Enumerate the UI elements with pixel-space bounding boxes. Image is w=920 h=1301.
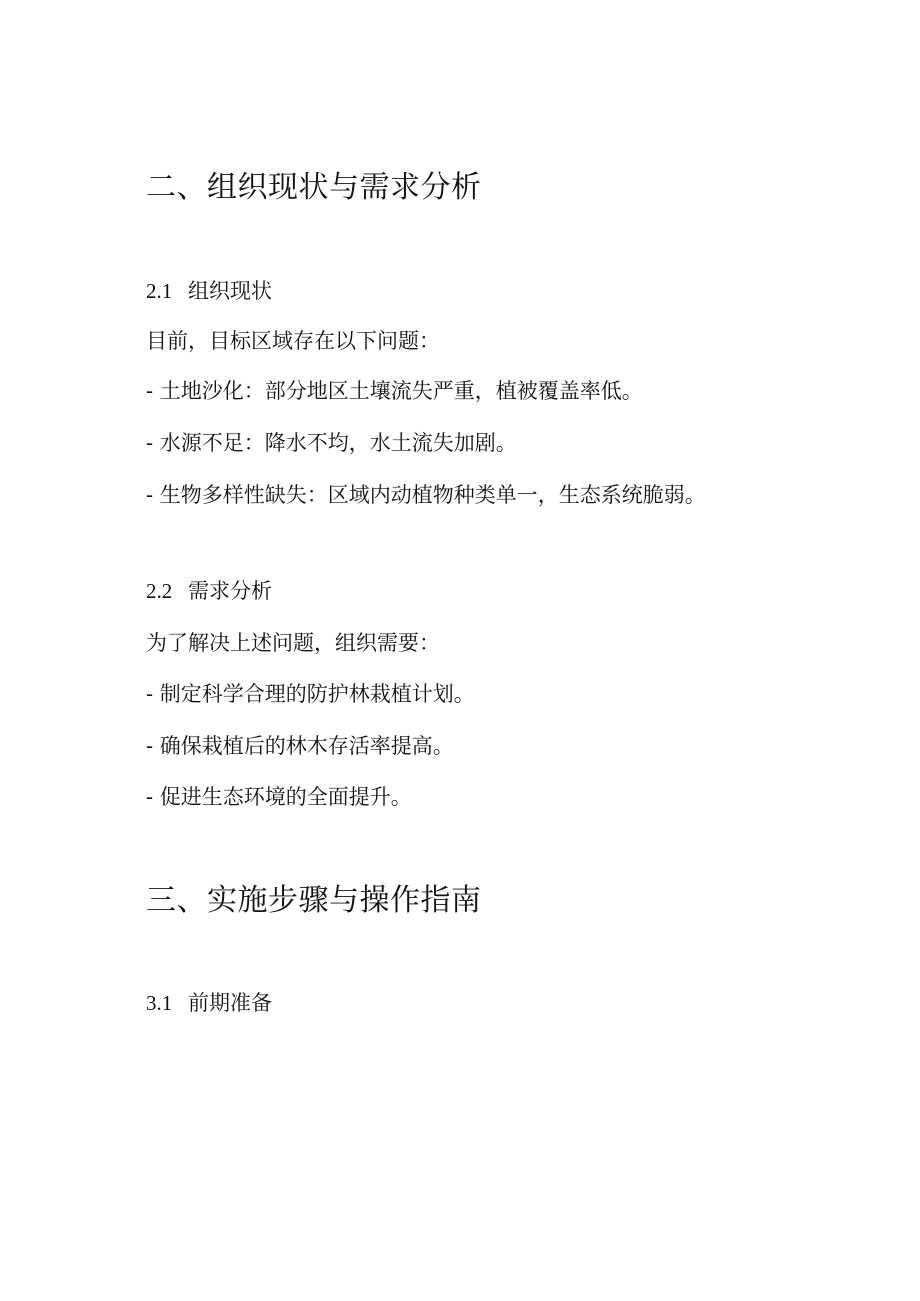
subsection-2-2-number: 2.2 [146,579,173,603]
subsection-2-1-number: 2.1 [146,279,173,303]
list-item-problem-2: - 水源不足：降水不均，水土流失加剧。 [146,431,517,455]
subsection-2-1-heading [146,276,272,306]
subsection-2-2-heading [146,576,272,606]
section-3-heading: 三、实施步骤与操作指南 [146,883,482,918]
subsection-3-1-number: 3.1 [146,991,173,1015]
subsection-3-1-title: 前期准备 [188,991,272,1015]
list-item-need-2: - 确保栽植后的林木存活率提高。 [146,734,454,758]
section-2-heading: 二、组织现状与需求分析 [146,170,482,205]
intro-paragraph-needs: 为了解决上述问题，组织需要： [146,631,440,655]
list-item-need-1: - 制定科学合理的防护林栽植计划。 [146,682,475,706]
subsection-3-1-heading [146,988,272,1018]
subsection-2-2-title: 需求分析 [188,579,272,603]
list-item-need-3: - 促进生态环境的全面提升。 [146,785,412,809]
intro-paragraph-problems: 目前，目标区域存在以下问题： [146,329,440,353]
list-item-problem-1: - 土地沙化：部分地区土壤流失严重，植被覆盖率低。 [146,379,643,403]
subsection-2-1-title: 组织现状 [188,279,272,303]
list-item-problem-3: - 生物多样性缺失：区域内动植物种类单一，生态系统脆弱。 [146,483,706,507]
